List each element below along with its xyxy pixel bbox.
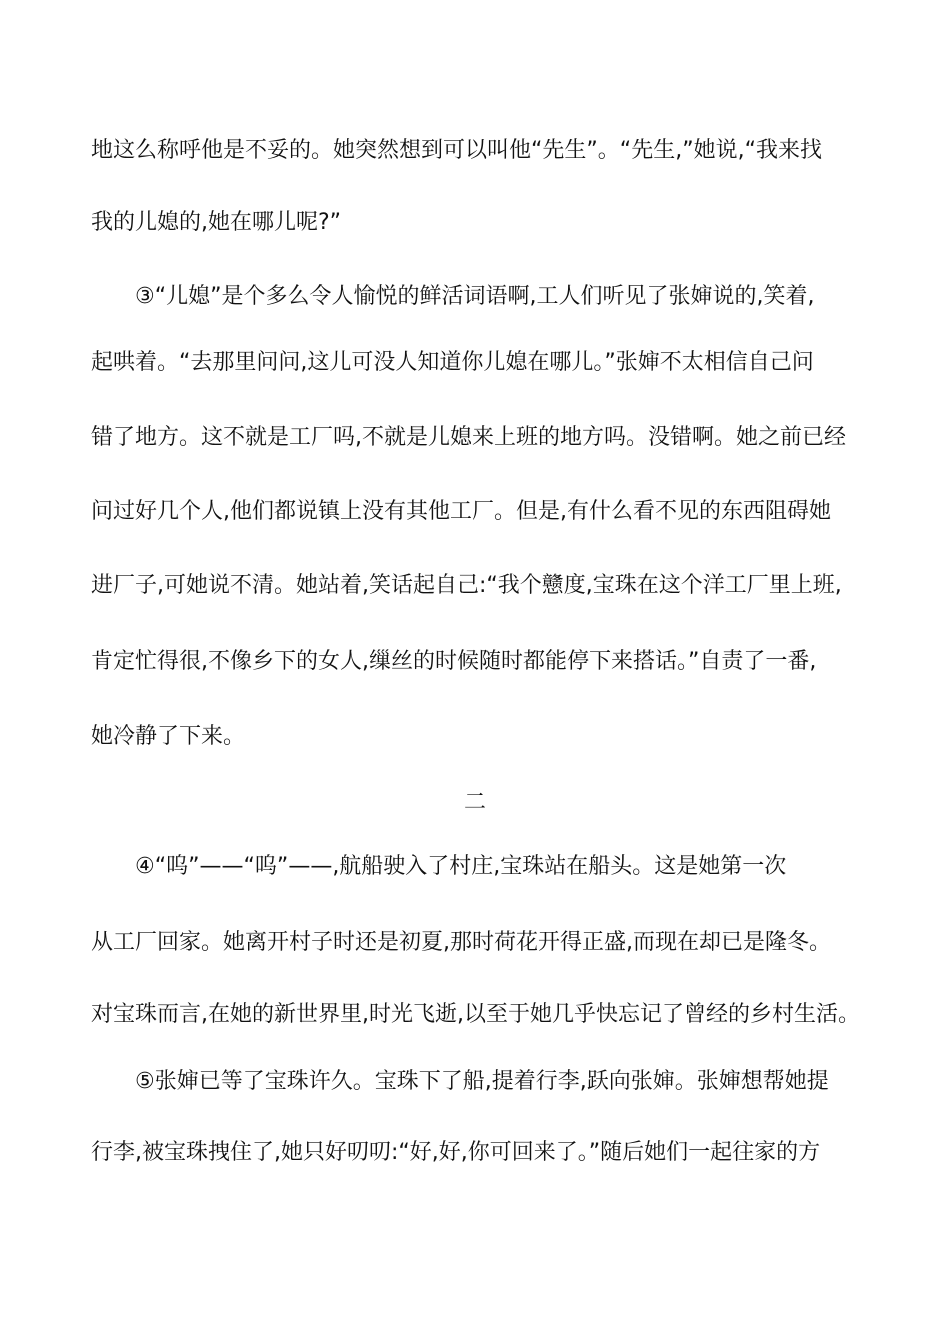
text-line-9: 她冷静了下来。	[91, 724, 246, 749]
text-line-6: 问过好几个人,他们都说镇上没有其他工厂。但是,有什么看不见的东西阻碍她	[91, 499, 831, 524]
paragraph-4-line-1: ④“呜”——“呜”——,航船驶入了村庄,宝珠站在船头。这是她第一次	[135, 854, 787, 879]
text-line-8: 肯定忙得很,不像乡下的女人,缫丝的时候随时都能停下来搭话。”自责了一番,	[91, 649, 817, 674]
text-line-5: 错了地方。这不就是工厂吗,不就是儿媳来上班的地方吗。没错啊。她之前已经	[91, 425, 846, 450]
text-line-2: 我的儿媳的,她在哪儿呢?”	[91, 210, 342, 235]
text-line-4: 起哄着。“去那里问问,这儿可没人知道你儿媳在哪儿。”张婶不太相信自己问	[91, 350, 814, 375]
text-line-11: 从工厂回家。她离开村子时还是初夏,那时荷花开得正盛,而现在却已是隆冬。	[91, 930, 831, 955]
paragraph-3-line-1: ③“儿媳”是个多么令人愉悦的鲜活词语啊,工人们听见了张婶说的,笑着,	[135, 284, 815, 309]
text-line-12: 对宝珠而言,在她的新世界里,时光飞逝,以至于她几乎快忘记了曾经的乡村生活。	[91, 1002, 860, 1027]
section-heading: 二	[463, 790, 486, 815]
text-line-1: 地这么称呼他是不妥的。她突然想到可以叫他“先生”。“先生,”她说,“我来找	[91, 138, 822, 163]
paragraph-5-line-1: ⑤张婶已等了宝珠许久。宝珠下了船,提着行李,跃向张婶。张婶想帮她提	[135, 1069, 829, 1094]
text-line-7: 进厂子,可她说不清。她站着,笑话起自己:“我个戆度,宝珠在这个洋工厂里上班,	[91, 573, 842, 598]
text-line-14: 行李,被宝珠拽住了,她只好叨叨:“好,好,你可回来了。”随后她们一起往家的方	[91, 1140, 821, 1165]
